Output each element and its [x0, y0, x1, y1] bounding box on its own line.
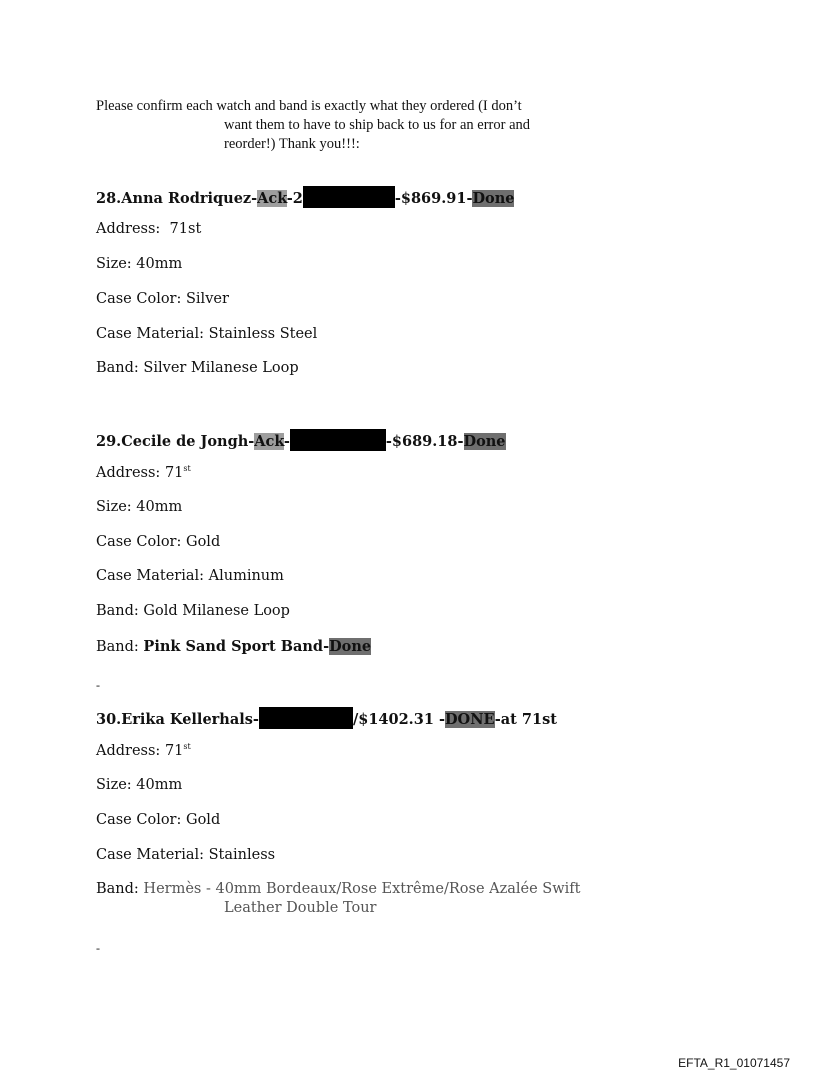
- size-line: Size: 40mm: [96, 256, 183, 272]
- address-suffix: st: [183, 464, 191, 473]
- status-badge: Done: [472, 190, 515, 207]
- separator-dash: -: [96, 941, 100, 955]
- address-line: [96, 464, 191, 481]
- band-line: Band: Silver Milanese Loop: [96, 360, 299, 376]
- order-amount: -$869.91-: [394, 190, 473, 207]
- intro-line-1: Please confirm each watch and band is exactly what they ordered (I don’t: [96, 98, 522, 114]
- band-line: Band: Gold Milanese Loop: [96, 603, 290, 619]
- case-color-line: Case Color: Gold: [96, 812, 221, 828]
- address-label: Address:: [96, 465, 161, 481]
- address-value: 71: [164, 465, 184, 481]
- order-heading: [96, 186, 514, 208]
- order-amount: -$689.18-: [385, 433, 464, 450]
- band-line: [96, 881, 580, 897]
- order-name: 29.Cecile de Jongh-: [96, 433, 255, 450]
- order-heading: [96, 707, 557, 729]
- case-color-line: Case Color: Silver: [96, 291, 229, 307]
- order-name: 28.Anna Rodriquez-: [96, 190, 258, 207]
- separator: -: [286, 190, 293, 207]
- case-material-line: Case Material: Stainless: [96, 847, 276, 863]
- address-label: Address:: [96, 743, 161, 759]
- address-suffix: st: [183, 742, 191, 751]
- case-color-line: Case Color: Gold: [96, 534, 221, 550]
- redaction-block: [290, 429, 386, 451]
- band-value-continued: Leather Double Tour: [224, 900, 377, 916]
- address-line: [96, 742, 191, 759]
- band-value: Hermès - 40mm Bordeaux/Rose Extrême/Rose Azalée Swift: [143, 881, 581, 897]
- band-label: Band:: [96, 639, 144, 655]
- size-line: Size: 40mm: [96, 777, 183, 793]
- band-line-2: [96, 638, 371, 655]
- intro-line-3: reorder!) Thank you!!!:: [224, 136, 360, 152]
- redaction-block: [303, 186, 395, 208]
- band-label: Band:: [96, 881, 144, 897]
- intro-line-2: want them to have to ship back to us for an error and: [224, 117, 531, 133]
- status-badge: Done: [329, 638, 372, 655]
- document-id: EFTA_R1_01071457: [678, 1056, 790, 1070]
- size-line: Size: 40mm: [96, 499, 183, 515]
- address-value: 71st: [169, 221, 202, 237]
- address-value: 71: [164, 743, 184, 759]
- status-badge: Done: [463, 433, 506, 450]
- redaction-block: [259, 707, 353, 729]
- address-label: Address:: [96, 221, 161, 237]
- order-heading: [96, 429, 506, 451]
- address-line: [96, 221, 201, 237]
- ack-badge: Ack: [257, 190, 287, 207]
- separator: -: [283, 433, 290, 450]
- case-material-line: Case Material: Stainless Steel: [96, 326, 318, 342]
- status-badge: DONE: [444, 711, 495, 728]
- ack-badge: Ack: [254, 433, 284, 450]
- separator-dash: -: [96, 678, 100, 692]
- order-suffix: -at 71st: [494, 711, 557, 728]
- redacted-lead: 2: [292, 190, 303, 207]
- order-amount: /$1402.31 -: [352, 711, 445, 728]
- order-name: 30.Erika Kellerhals-: [96, 711, 259, 728]
- band-value: Pink Sand Sport Band-: [143, 638, 330, 655]
- case-material-line: Case Material: Aluminum: [96, 568, 284, 584]
